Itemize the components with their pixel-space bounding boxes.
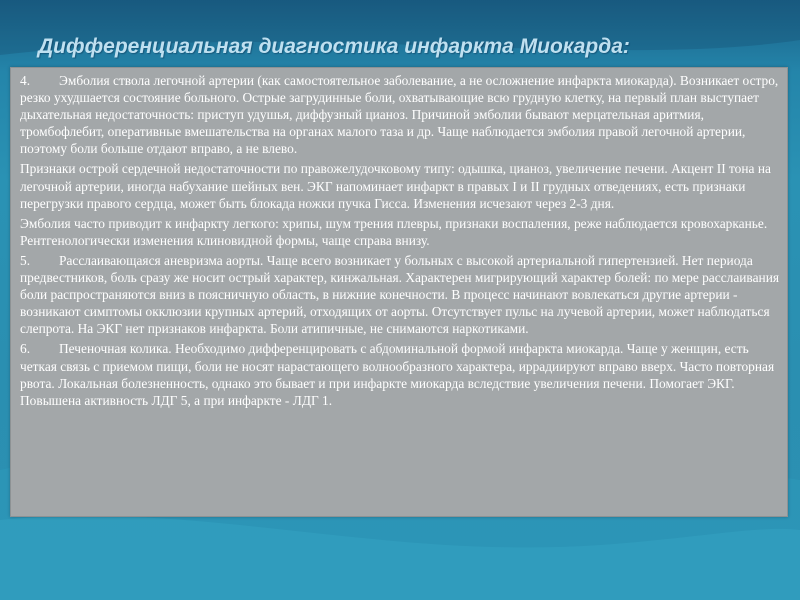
paragraph-text: Эмболия ствола легочной артерии (как самостоятельное заболевание, а не осложнение инфаркта миокарда). Возникает остро, резко ухудшается состояние больного. Острые загрудинные боли, охватывающие всю грудную клетку, на первый план выступает дыхательная недостаточность: приступ удушья, диффузный цианоз. Причиной эмболии бывают мерцательная аритмия, тромбофлебит, оперативные вмешательства на органах малого таза и др. Чаще наблюдается эмболия правой легочной артерии, поэтому боли больше отдают вправо, а не влево.: [20, 73, 779, 157]
slide-body: [20, 72, 780, 412]
item-number: 4.: [20, 73, 31, 88]
item-number: 5.: [20, 252, 31, 268]
paragraph-embolism: [20, 72, 780, 157]
paragraph-lung-infarction: [20, 215, 780, 249]
paragraph-heart-failure-signs: [20, 160, 780, 211]
item-number: 6.: [20, 341, 31, 357]
paragraph-text: Расслаивающаяся аневризма аорты. Чаще всего возникает у больных с высокой артериальной гипертензией. Нет периода предвестников, боль сразу же носит острый характер, кинжальная. Характерен мигрирующий характер болей: по мере расслаивания боли распространяются вниз в поясничную область, в нижние конечности. В процесс начинают вовлекаться другие артерии - возникают симптомы окклюзии крупных артерий, отходящих от аорты. Отсутствует пульс на лучевой артерии, может наблюдаться слепрота. На ЭКГ нет признаков инфаркта. Боли атипичные, не снимаются наркотиками.: [20, 252, 780, 337]
paragraph-text: Признаки острой сердечной недостаточности по правожелудочковому типу: одышка, цианоз, увеличение печени. Акцент II тона на легочной артерии, иногда набухание шейных вен. ЭКГ напоминает инфаркт в правых I и II грудных отведениях, есть признаки перегрузки правого сердца, может быть блокада ножки пучка Гисса. Изменения исчезают через 2-3 дня.: [20, 161, 771, 211]
slide-title: Дифференциальная диагностика инфаркта Миокарда:: [38, 35, 630, 58]
paragraph-text: Эмболия часто приводит к инфаркту легкого: хрипы, шум трения плевры, признаки воспаления, реже наблюдается кровохарканье. Рентгенологически изменения клиновидной формы, чаще справа внизу.: [20, 215, 768, 248]
paragraph-text: Печеночная колика. Необходимо дифференцировать с абдоминальной формой инфаркта миокарда. Чаще у женщин, есть четкая связь с приемом пищи, боли не носят нарастающего волнообразного характера, иррадиируют вправо вверх. Часто повторная рвота. Локальная болезненность, однако это бывает и при инфаркте миокарда вследствие увеличения печени. Помогает ЭКГ. Повышена активность ЛДГ 5, а при инфаркте - ЛДГ 1.: [20, 341, 775, 408]
paragraph-hepatic-colic: [20, 340, 780, 408]
paragraph-aortic-aneurysm: [20, 252, 780, 337]
